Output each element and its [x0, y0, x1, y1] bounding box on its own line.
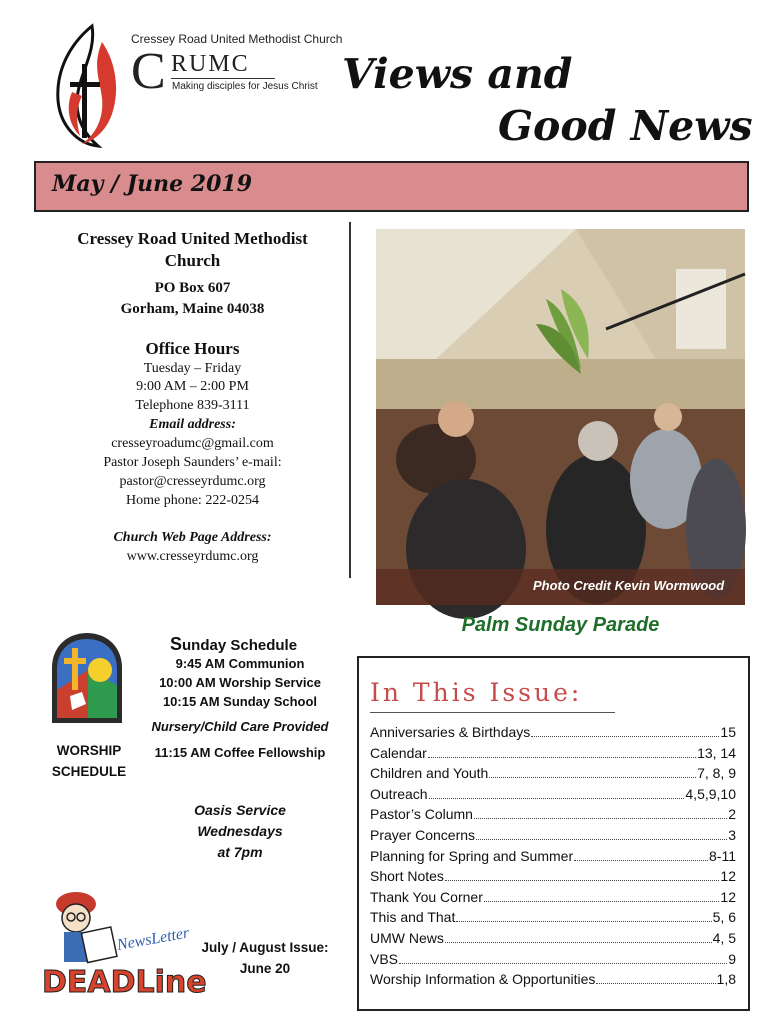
- photo-caption: Palm Sunday Parade: [461, 614, 660, 636]
- logo-acronym: RUMC: [171, 51, 250, 77]
- web-title: Church Web Page Address:: [113, 530, 272, 545]
- toc-item[interactable]: [370, 868, 736, 889]
- toc-leader-dots: [531, 725, 719, 737]
- toc-item[interactable]: [370, 827, 736, 848]
- toc-leader-dots: [399, 952, 727, 964]
- nursery-note: Nursery/Child Care Provided: [151, 719, 329, 734]
- toc-page: 2: [728, 806, 736, 823]
- in-this-issue-title: In This Issue:: [370, 678, 583, 707]
- oasis-day: Wednesdays: [197, 823, 283, 839]
- coffee-fellowship: 11:15 AM Coffee Fellowship: [154, 745, 326, 760]
- toc-label: Pastor’s Column: [370, 806, 473, 823]
- toc-page: 15: [720, 724, 736, 740]
- toc-page: 7, 8, 9: [697, 765, 736, 782]
- issue-date: May / June 2019: [52, 171, 253, 197]
- toc-item[interactable]: [370, 724, 736, 745]
- toc-page: 3: [728, 826, 736, 843]
- sunday-schedule-title: Sunday Schedule: [170, 634, 298, 654]
- toc-item[interactable]: [370, 745, 736, 766]
- toc-item[interactable]: [370, 971, 736, 992]
- schedule-item: 10:00 AM Worship Service: [159, 675, 321, 690]
- email-title: Email address:: [149, 417, 236, 432]
- toc-page: 12: [720, 888, 736, 905]
- office-days: Tuesday – Friday: [143, 361, 242, 376]
- photo-credit: Photo Credit Kevin Wormwood: [533, 578, 725, 593]
- toc-label: Short Notes: [370, 868, 444, 885]
- email-link[interactable]: cresseyroadumc@gmail.com: [111, 436, 274, 451]
- newsletter-title-line1: Views and: [342, 50, 573, 98]
- deadline-text: July / August Issue: June 20: [201, 940, 329, 976]
- toc-item[interactable]: [370, 765, 736, 786]
- toc-page: 1,8: [716, 971, 736, 988]
- deadline-logo-word-2: DEADLine: [42, 965, 207, 1000]
- cross-and-flame-logo: [52, 22, 122, 150]
- toc-leader-dots: [445, 931, 712, 943]
- toc-item[interactable]: [370, 909, 736, 930]
- toc-page: 4, 5: [712, 929, 736, 946]
- toc-label: This and That: [370, 909, 456, 926]
- palm-sunday-photo: [376, 229, 745, 605]
- contact-city: Gorham, Maine 04038: [120, 301, 265, 317]
- toc-label: VBS: [370, 950, 399, 967]
- oasis-service: Oasis Service: [194, 802, 286, 818]
- schedule-item: 10:15 AM Sunday School: [162, 694, 318, 709]
- toc-label: Anniversaries & Birthdays: [370, 724, 531, 740]
- toc-item[interactable]: [370, 951, 736, 972]
- toc-leader-dots: [489, 766, 696, 778]
- toc-page: 13, 14: [697, 744, 736, 761]
- contact-church-name-1: Cressey Road United Methodist: [77, 229, 308, 248]
- home-phone: Home phone: 222-0254: [126, 493, 259, 508]
- toc-label: Thank You Corner: [370, 888, 483, 905]
- schedule-item: 9:45 AM Communion: [175, 656, 305, 671]
- stained-glass-window-icon: [48, 630, 126, 725]
- toc-item[interactable]: [370, 930, 736, 951]
- toc-label: UMW News: [370, 929, 444, 946]
- pastor-email-link[interactable]: pastor@cresseyrdumc.org: [119, 474, 266, 489]
- in-this-issue-list: [370, 724, 736, 992]
- toc-leader-dots: [456, 910, 711, 922]
- toc-page: 9: [728, 950, 736, 967]
- toc-label: Worship Information & Opportunities: [370, 971, 596, 988]
- office-hours: 9:00 AM – 2:00 PM: [136, 379, 249, 394]
- newsletter-title-line2: Good News: [498, 102, 753, 150]
- in-this-issue-underline: [370, 712, 615, 713]
- toc-item[interactable]: [370, 806, 736, 827]
- toc-leader-dots: [429, 787, 685, 799]
- toc-item[interactable]: [370, 889, 736, 910]
- toc-page: 5, 6: [712, 909, 736, 926]
- toc-page: 8-11: [709, 847, 736, 864]
- logo-tagline: Making disciples for Jesus Christ: [172, 81, 318, 92]
- toc-label: Children and Youth: [370, 765, 489, 782]
- contact-po-box: PO Box 607: [154, 280, 231, 296]
- toc-item[interactable]: [370, 786, 736, 807]
- toc-leader-dots: [596, 972, 715, 984]
- toc-leader-dots: [484, 890, 720, 902]
- oasis-time: at 7pm: [217, 844, 263, 860]
- telephone: Telephone 839-3111: [135, 398, 250, 413]
- pastor-email-label: Pastor Joseph Saunders’ e-mail:: [103, 455, 282, 470]
- toc-leader-dots: [476, 828, 727, 840]
- toc-label: Outreach: [370, 785, 428, 802]
- toc-leader-dots: [574, 849, 708, 861]
- toc-item[interactable]: [370, 848, 736, 869]
- newsletter-deadline-logo: [38, 884, 207, 1000]
- toc-page: 12: [720, 868, 736, 885]
- logo-initial: C: [131, 43, 166, 100]
- toc-label: Calendar: [370, 744, 427, 761]
- toc-leader-dots: [428, 746, 696, 758]
- logo-underline: [171, 78, 275, 79]
- logo-church-name: Cressey Road United Methodist Church: [131, 32, 343, 46]
- toc-page: 4,5,9,10: [685, 785, 736, 802]
- toc-leader-dots: [474, 807, 727, 819]
- deadline-logo-word-1: NewsLetter: [115, 924, 191, 954]
- web-link[interactable]: www.cresseyrdumc.org: [126, 549, 259, 564]
- toc-label: Prayer Concerns: [370, 826, 476, 843]
- toc-label: Planning for Spring and Summer: [370, 847, 574, 864]
- toc-leader-dots: [445, 869, 719, 881]
- worship-schedule-label: WORSHIP SCHEDULE: [51, 743, 127, 779]
- contact-church-name-2: Church: [164, 251, 221, 270]
- office-hours-title: Office Hours: [145, 339, 240, 358]
